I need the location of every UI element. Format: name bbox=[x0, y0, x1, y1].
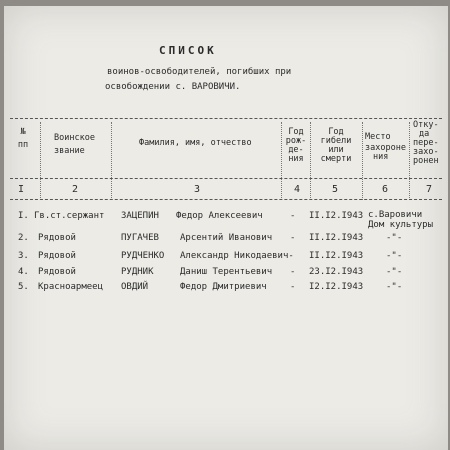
document-page bbox=[4, 6, 448, 450]
row-birth-year: - bbox=[290, 233, 296, 243]
row-burial-place-detail: Дом культуры bbox=[368, 220, 434, 230]
row-birth-year: - bbox=[290, 211, 296, 221]
document-subtitle-line-2: освобождении с. ВАРОВИЧИ. bbox=[105, 82, 241, 92]
row-burial-place: -"- bbox=[386, 251, 403, 261]
table-top-rule bbox=[10, 118, 442, 119]
row-given-name: Федор Алексеевич bbox=[176, 211, 263, 221]
row-burial-place: -"- bbox=[386, 282, 403, 292]
row-surname: РУДНИК bbox=[121, 267, 154, 277]
row-birth-year: - bbox=[290, 267, 296, 277]
row-given-name: Александр Никодаевич- bbox=[180, 251, 294, 261]
row-rank: Рядовой bbox=[38, 251, 76, 261]
header-rank: Воинское звание bbox=[54, 133, 95, 156]
row-burial-place: с.Варовичи bbox=[368, 210, 423, 220]
header-number: № пп bbox=[17, 127, 29, 150]
row-number: I. bbox=[18, 211, 29, 221]
column-number: 7 bbox=[426, 184, 433, 195]
row-birth-year: - bbox=[290, 282, 296, 292]
column-separator bbox=[281, 122, 282, 200]
row-rank: Красноармеец bbox=[38, 282, 104, 292]
header-birth-year: Год рож- де- ния bbox=[285, 127, 307, 164]
column-separator bbox=[111, 122, 112, 200]
row-death-date: II.I2.I943 bbox=[309, 251, 364, 261]
header-burial-place: Место захороне ния bbox=[365, 132, 406, 162]
column-separator bbox=[362, 122, 363, 200]
header-reburied-from: Отку- да пере- захо- ронен bbox=[413, 120, 439, 166]
row-rank: Рядовой bbox=[38, 267, 76, 277]
row-number: 2. bbox=[18, 233, 29, 243]
column-separator bbox=[409, 122, 410, 200]
row-death-date: 23.I2.I943 bbox=[309, 267, 364, 277]
row-given-name: Даниш Терентьевич bbox=[180, 267, 273, 277]
column-number: 3 bbox=[194, 184, 201, 195]
document-title: СПИСОК bbox=[159, 44, 217, 57]
row-surname: РУДЧЕНКО bbox=[121, 251, 165, 261]
header-rule bbox=[10, 178, 442, 179]
row-number: 4. bbox=[18, 267, 29, 277]
column-numbers-rule bbox=[10, 199, 442, 200]
row-burial-place: -"- bbox=[386, 267, 403, 277]
column-number: 4 bbox=[294, 184, 301, 195]
row-rank: Гв.ст.сержант bbox=[34, 211, 105, 221]
column-separator bbox=[40, 122, 41, 200]
header-death-year: Год гибели или смерти bbox=[320, 127, 352, 164]
row-number: 5. bbox=[18, 282, 29, 292]
row-death-date: I2.I2.I943 bbox=[309, 282, 364, 292]
row-death-date: II.I2.I943 bbox=[309, 233, 364, 243]
row-surname: ЗАЦЕПИН bbox=[121, 211, 159, 221]
column-number: 2 bbox=[72, 184, 79, 195]
column-number: 6 bbox=[382, 184, 389, 195]
row-given-name: Федор Дмитриевич bbox=[180, 282, 267, 292]
row-burial-place: -"- bbox=[386, 233, 403, 243]
row-surname: ОВДИЙ bbox=[121, 282, 149, 292]
row-death-date: II.I2.I943 bbox=[309, 211, 364, 221]
column-number: 5 bbox=[332, 184, 339, 195]
column-separator bbox=[310, 122, 311, 200]
row-rank: Рядовой bbox=[38, 233, 76, 243]
header-name: Фамилия, имя, отчество bbox=[139, 138, 252, 148]
document-subtitle-line-1: воинов-освободителей, погибших при bbox=[107, 67, 292, 77]
row-given-name: Арсентий Иванович bbox=[180, 233, 273, 243]
row-surname: ПУГАЧЕВ bbox=[121, 233, 159, 243]
column-number: I bbox=[18, 184, 25, 195]
row-number: 3. bbox=[18, 251, 29, 261]
